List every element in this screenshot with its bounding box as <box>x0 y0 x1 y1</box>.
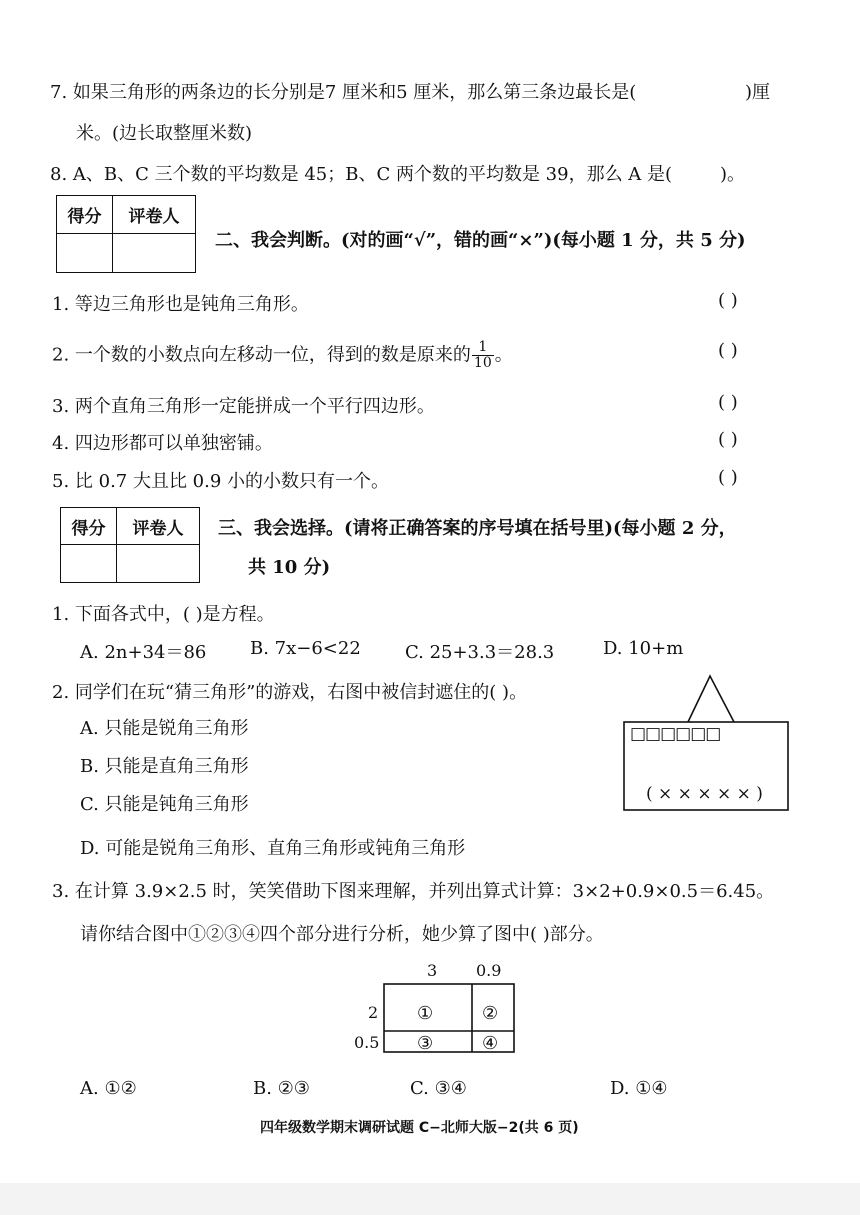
choice-q1-option-b: B. 7x−6<22 <box>250 638 361 659</box>
envelope-bottom-text: ( × × × × × ) <box>646 784 763 804</box>
grader-cell[interactable] <box>116 545 199 583</box>
grid-side-label-2: 2 <box>368 1003 379 1022</box>
judge-item-2 <box>52 340 513 371</box>
fraction-numerator: 1 <box>472 340 494 356</box>
judge-paren-5[interactable]: ( ) <box>718 467 738 488</box>
grid-cell-4: ④ <box>482 1033 499 1054</box>
q7-line1: 7. 如果三角形的两条边的长分别是7 厘米和5 厘米，那么第三条边最长是( <box>50 82 637 103</box>
choice-q3-option-d: D. ①④ <box>610 1078 668 1099</box>
grid-cell-1: ① <box>417 1003 434 1024</box>
q8-end: )。 <box>720 164 746 185</box>
judge-paren-1[interactable]: ( ) <box>718 290 738 311</box>
q7-line1-end: )厘 <box>745 82 771 103</box>
judge-paren-3[interactable]: ( ) <box>718 392 738 413</box>
score-cell[interactable] <box>57 234 113 273</box>
judge-item-3: 3. 两个直角三角形一定能拼成一个平行四边形。 <box>52 396 435 417</box>
section2-title: 二、我会判断。(对的画“√”，错的画“×”)(每小题 1 分，共 5 分) <box>215 230 746 251</box>
grader-header: 评卷人 <box>112 196 195 234</box>
judge-paren-2[interactable]: ( ) <box>718 340 738 361</box>
choice-q2-option-a: A. 只能是锐角三角形 <box>80 718 249 739</box>
grid-cell-3: ③ <box>417 1033 434 1054</box>
choice-q2-option-d: D. 可能是锐角三角形、直角三角形或钝角三角形 <box>80 838 466 859</box>
choice-q1-option-c: C. 25+3.3＝28.3 <box>405 642 555 663</box>
judge-item-4: 4. 四边形都可以单独密铺。 <box>52 433 273 454</box>
bottom-margin-band <box>0 1183 860 1215</box>
q7-line2: 米。(边长取整厘米数) <box>76 123 253 144</box>
section3-title-line2: 共 10 分) <box>248 557 331 578</box>
choice-q2-stem: 2. 同学们在玩“猜三角形”的游戏，右图中被信封遮住的( )。 <box>52 682 528 703</box>
choice-q2-option-b: B. 只能是直角三角形 <box>80 756 249 777</box>
score-table-section3 <box>60 507 200 583</box>
q8-text: 8. A、B、C 三个数的平均数是 45；B、C 两个数的平均数是 39，那么 A 是( <box>50 164 673 185</box>
choice-q3-line2: 请你结合图中①②③④四个部分进行分析，她少算了图中( )部分。 <box>80 924 604 945</box>
judge-item-1: 1. 等边三角形也是钝角三角形。 <box>52 294 309 315</box>
choice-q3-option-b: B. ②③ <box>253 1078 310 1099</box>
score-header: 得分 <box>61 508 117 545</box>
grid-cell-2: ② <box>482 1003 499 1024</box>
choice-q1-option-a: A. 2n+34＝86 <box>80 642 207 663</box>
fraction-denominator: 10 <box>473 355 492 371</box>
choice-q3-line1: 3. 在计算 3.9×2.5 时，笑笑借助下图来理解，并列出算式计算：3×2+0.9×0.5＝6.45。 <box>52 881 775 902</box>
fraction-one-tenth <box>472 340 494 371</box>
choice-q1-stem: 1. 下面各式中，( )是方程。 <box>52 604 275 625</box>
section3-title-line1: 三、我会选择。(请将正确答案的序号填在括号里)(每小题 2 分， <box>218 518 737 539</box>
choice-q2-option-c: C. 只能是钝角三角形 <box>80 794 249 815</box>
judge-item-2-suffix: 。 <box>494 344 513 366</box>
grid-top-label-3: 3 <box>427 961 438 980</box>
page-footer: 四年级数学期末调研试题 C−北师大版−2(共 6 页) <box>260 1120 579 1136</box>
choice-q3-option-a: A. ①② <box>80 1078 137 1099</box>
choice-q3-option-c: C. ③④ <box>410 1078 467 1099</box>
grader-cell[interactable] <box>112 234 195 273</box>
judge-paren-4[interactable]: ( ) <box>718 429 738 450</box>
score-cell[interactable] <box>61 545 117 583</box>
judge-item-2-text: 2. 一个数的小数点向左移动一位，得到的数是原来的 <box>52 344 471 366</box>
triangle-peak <box>688 676 734 722</box>
envelope-top-boxes: □□□□□□ <box>630 724 721 744</box>
choice-q1-option-d: D. 10+m <box>603 638 684 659</box>
judge-item-5: 5. 比 0.7 大且比 0.9 小的小数只有一个。 <box>52 471 390 492</box>
score-table-section2 <box>56 195 196 273</box>
grader-header: 评卷人 <box>116 508 199 545</box>
grid-side-label-0-5: 0.5 <box>354 1033 380 1052</box>
grid-top-label-0-9: 0.9 <box>476 961 502 980</box>
score-header: 得分 <box>57 196 113 234</box>
